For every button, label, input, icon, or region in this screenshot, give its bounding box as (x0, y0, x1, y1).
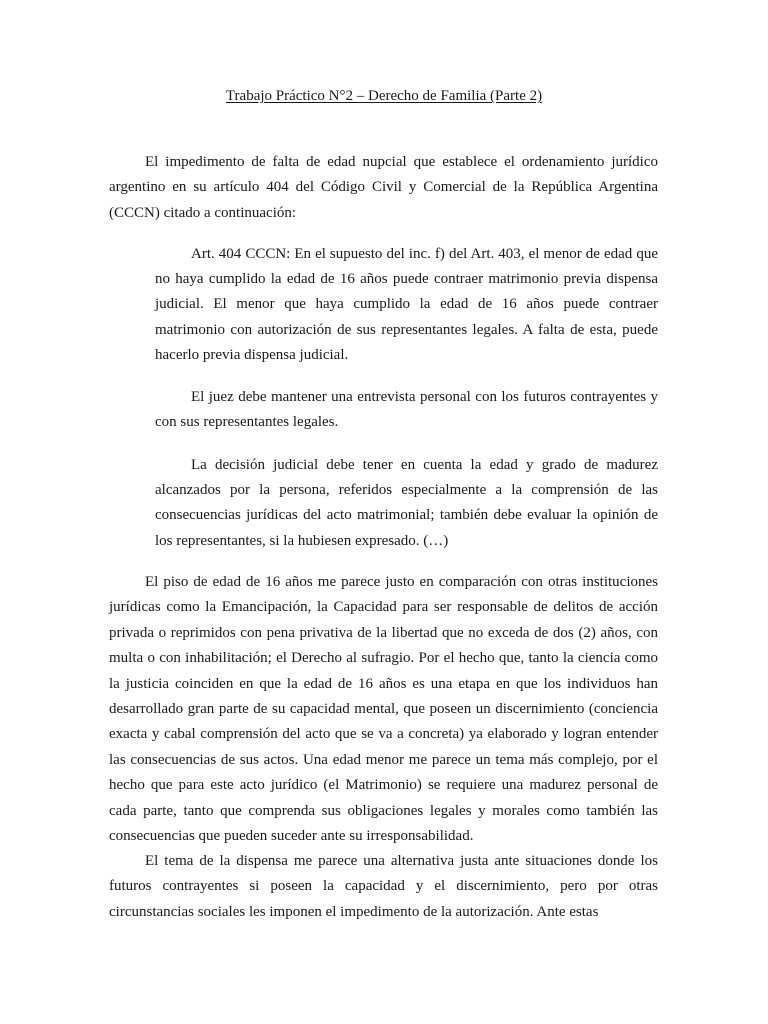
quote-paragraph-article: Art. 404 CCCN: En el supuesto del inc. f) del Art. 403, el menor de edad que no haya cumplido la edad de 16 años puede contraer matrimonio previa dispensa judicial. El menor que haya cumplido la edad de 16 años puede contraer matrimonio con autorización de sus representantes legales. A falta de esta, puede hacerlo previa dispensa judicial. (155, 246, 658, 363)
document-title: Trabajo Práctico N°2 – Derecho de Familia (Parte 2) (225, 88, 543, 104)
quote-paragraph-decision: La decisión judicial debe tener en cuenta la edad y grado de madurez alcanzados por la persona, referidos especialmente a la comprensión de las consecuencias jurídicas del acto matrimonial; también debe evaluar la opinión de los representantes, si la hubiesen expresado. (…) (155, 457, 658, 549)
quote-paragraph-interview: El juez debe mantener una entrevista personal con los futuros contrayentes y con sus representantes legales. (155, 389, 658, 431)
intro-paragraph: El impedimento de falta de edad nupcial que establece el ordenamiento jurídico argentino en su artículo 404 del Código Civil y Comercial de la República Argentina (CCCN) citado a continuación: (109, 154, 658, 221)
body-paragraph-dispensation: El tema de la dispensa me parece una alternativa justa ante situaciones donde los futuros contrayentes si poseen la capacidad y el discernimiento, pero por otras circunstancias sociales les imponen el impedimento de la autorización. Ante estas (109, 853, 658, 920)
body-paragraph-age-floor: El piso de edad de 16 años me parece justo en comparación con otras instituciones jurídicas como la Emancipación, la Capacidad para ser responsable de delitos de acción privada o reprimidos con pena privativa de la libertad que no exceda de dos (2) años, con multa o con inhabilitación; el Derecho al sufragio. Por el hecho que, tanto la ciencia como la justicia coinciden en que la edad de 16 años es una etapa en que los individuos han desarrollado gran parte de su capacidad mental, que poseen un discernimiento (conciencia exacta y cabal comprensión del acto que se va a concreta) ya elaborado y logran entender las consecuencias de sus actos. Una edad menor me parece un tema más complejo, por el hecho que para este acto jurídico (el Matrimonio) se requiere una madurez personal de cada parte, tanto que comprenda sus obligaciones legales y morales como también las consecuencias que pueden suceder ante su irresponsabilidad. (109, 574, 658, 845)
